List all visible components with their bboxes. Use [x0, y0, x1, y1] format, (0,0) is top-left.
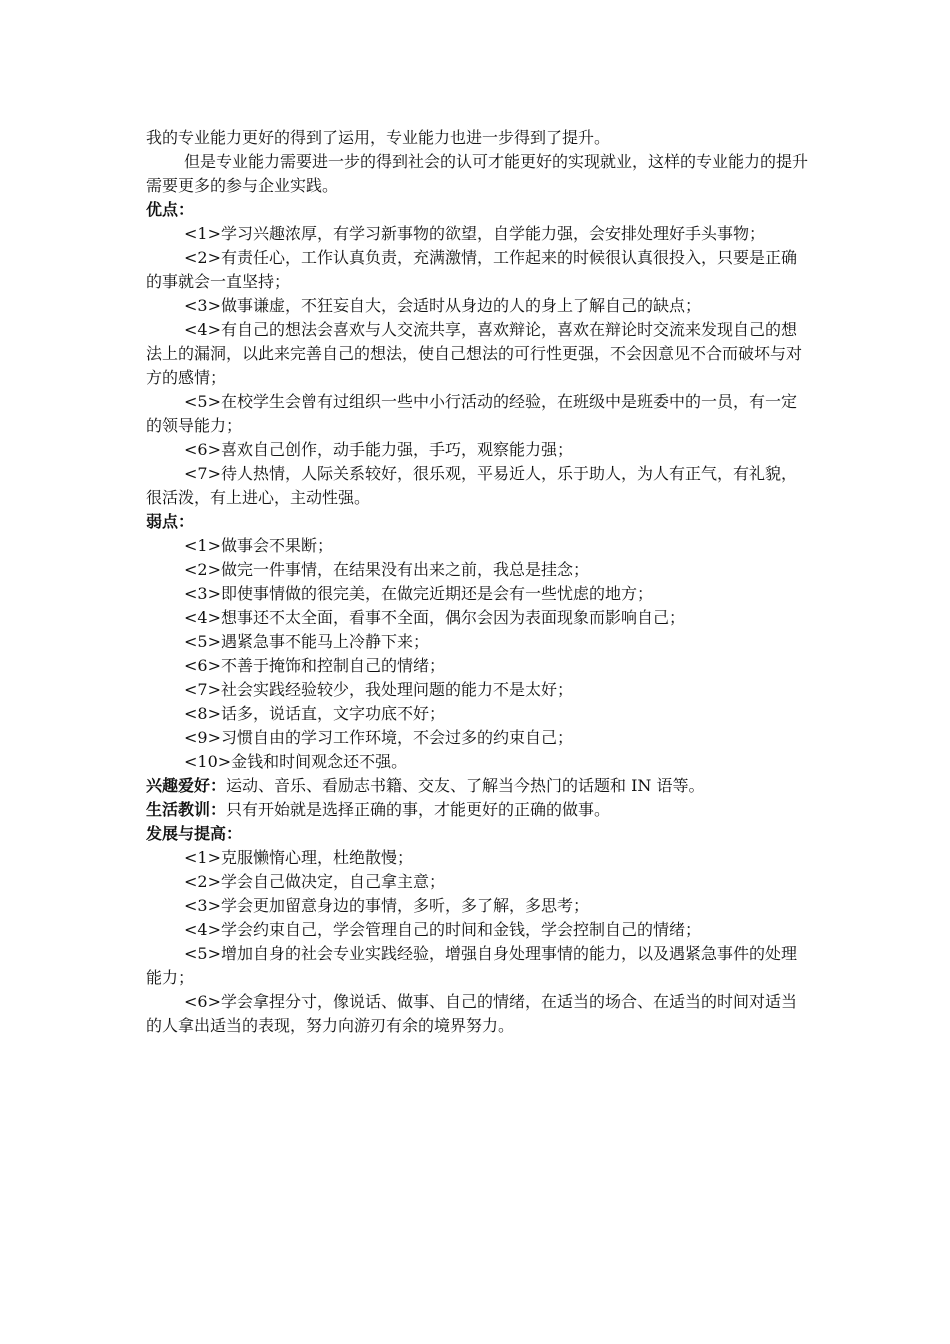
strength-item-5: <5>在校学生会曾有过组织一些中小行活动的经验，在班级中是班委中的一员，有一定的领导能力； [146, 392, 797, 435]
lesson-label: 生活教训： [146, 800, 227, 819]
lesson-text: 只有开始就是选择正确的事，才能更好的正确的做事。 [226, 800, 611, 819]
strength-item-2: <2>有责任心，工作认真负责，充满激情，工作起来的时候很认真很投入，只要是正确的事就会一直坚持； [146, 248, 797, 291]
document-body [146, 126, 810, 1038]
strength-item-6: <6>喜欢自己创作，动手能力强，手巧，观察能力强； [184, 440, 573, 459]
development-item-4: <4>学会约束自己，学会管理自己的时间和金钱，学会控制自己的情绪； [184, 920, 701, 939]
weakness-item-6: <6>不善于掩饰和控制自己的情绪； [184, 656, 445, 675]
hobbies-label: 兴趣爱好： [146, 776, 227, 795]
strength-item-3: <3>做事谦虚，不狂妄自大，会适时从身边的人的身上了解自己的缺点； [184, 296, 701, 315]
weakness-item-5: <5>遇紧急事不能马上冷静下来； [184, 632, 429, 651]
weakness-item-3: <3>即使事情做的很完美，在做完近期还是会有一些忧虑的地方； [184, 584, 653, 603]
weakness-item-10: <10>金钱和时间观念还不强。 [184, 752, 408, 771]
weakness-item-2: <2>做完一件事情，在结果没有出来之前，我总是挂念； [184, 560, 589, 579]
intro-paragraph-1: 我的专业能力更好的得到了运用，专业能力也进一步得到了提升。 [146, 128, 611, 147]
development-item-6: <6>学会拿捏分寸，像说话、做事、自己的情绪，在适当的场合、在适当的时间对适当的人拿出适当的表现，努力向游刃有余的境界努力。 [146, 992, 797, 1035]
development-heading: 发展与提高： [146, 824, 243, 843]
weakness-item-7: <7>社会实践经验较少，我处理问题的能力不是太好； [184, 680, 573, 699]
development-item-1: <1>克服懒惰心理，杜绝散慢； [184, 848, 413, 867]
strength-item-7: <7>待人热情，人际关系较好，很乐观，平易近人，乐于助人，为人有正气，有礼貌，很活泼，有上进心，主动性强。 [146, 464, 797, 507]
strength-item-4: <4>有自己的想法会喜欢与人交流共享，喜欢辩论，喜欢在辩论时交流来发现自己的想法上的漏洞，以此来完善自己的想法，使自己想法的可行性更强，不会因意见不合而破坏与对方的感情； [146, 320, 803, 387]
hobbies-line [146, 774, 810, 798]
strength-item-1: <1>学习兴趣浓厚，有学习新事物的欲望，自学能力强，会安排处理好手头事物； [184, 224, 765, 243]
weakness-item-4: <4>想事还不太全面，看事不全面，偶尔会因为表面现象而影响自己； [184, 608, 685, 627]
weakness-item-8: <8>话多，说话直，文字功底不好； [184, 704, 445, 723]
development-item-5: <5>增加自身的社会专业实践经验，增强自身处理事情的能力，以及遇紧急事件的处理能力； [146, 944, 797, 987]
hobbies-text: 运动、音乐、看励志书籍、交友、了解当今热门的话题和 IN 语等。 [226, 776, 705, 795]
development-item-3: <3>学会更加留意身边的事情，多听，多了解，多思考； [184, 896, 589, 915]
intro-paragraph-2: 但是专业能力需要进一步的得到社会的认可才能更好的实现就业，这样的专业能力的提升需要更多的参与企业实践。 [146, 152, 809, 195]
strengths-heading: 优点： [146, 200, 195, 219]
weakness-item-9: <9>习惯自由的学习工作环境，不会过多的约束自己； [184, 728, 573, 747]
weaknesses-heading: 弱点： [146, 512, 195, 531]
lesson-line [146, 798, 810, 822]
development-item-2: <2>学会自己做决定，自己拿主意； [184, 872, 445, 891]
weakness-item-1: <1>做事会不果断； [184, 536, 333, 555]
